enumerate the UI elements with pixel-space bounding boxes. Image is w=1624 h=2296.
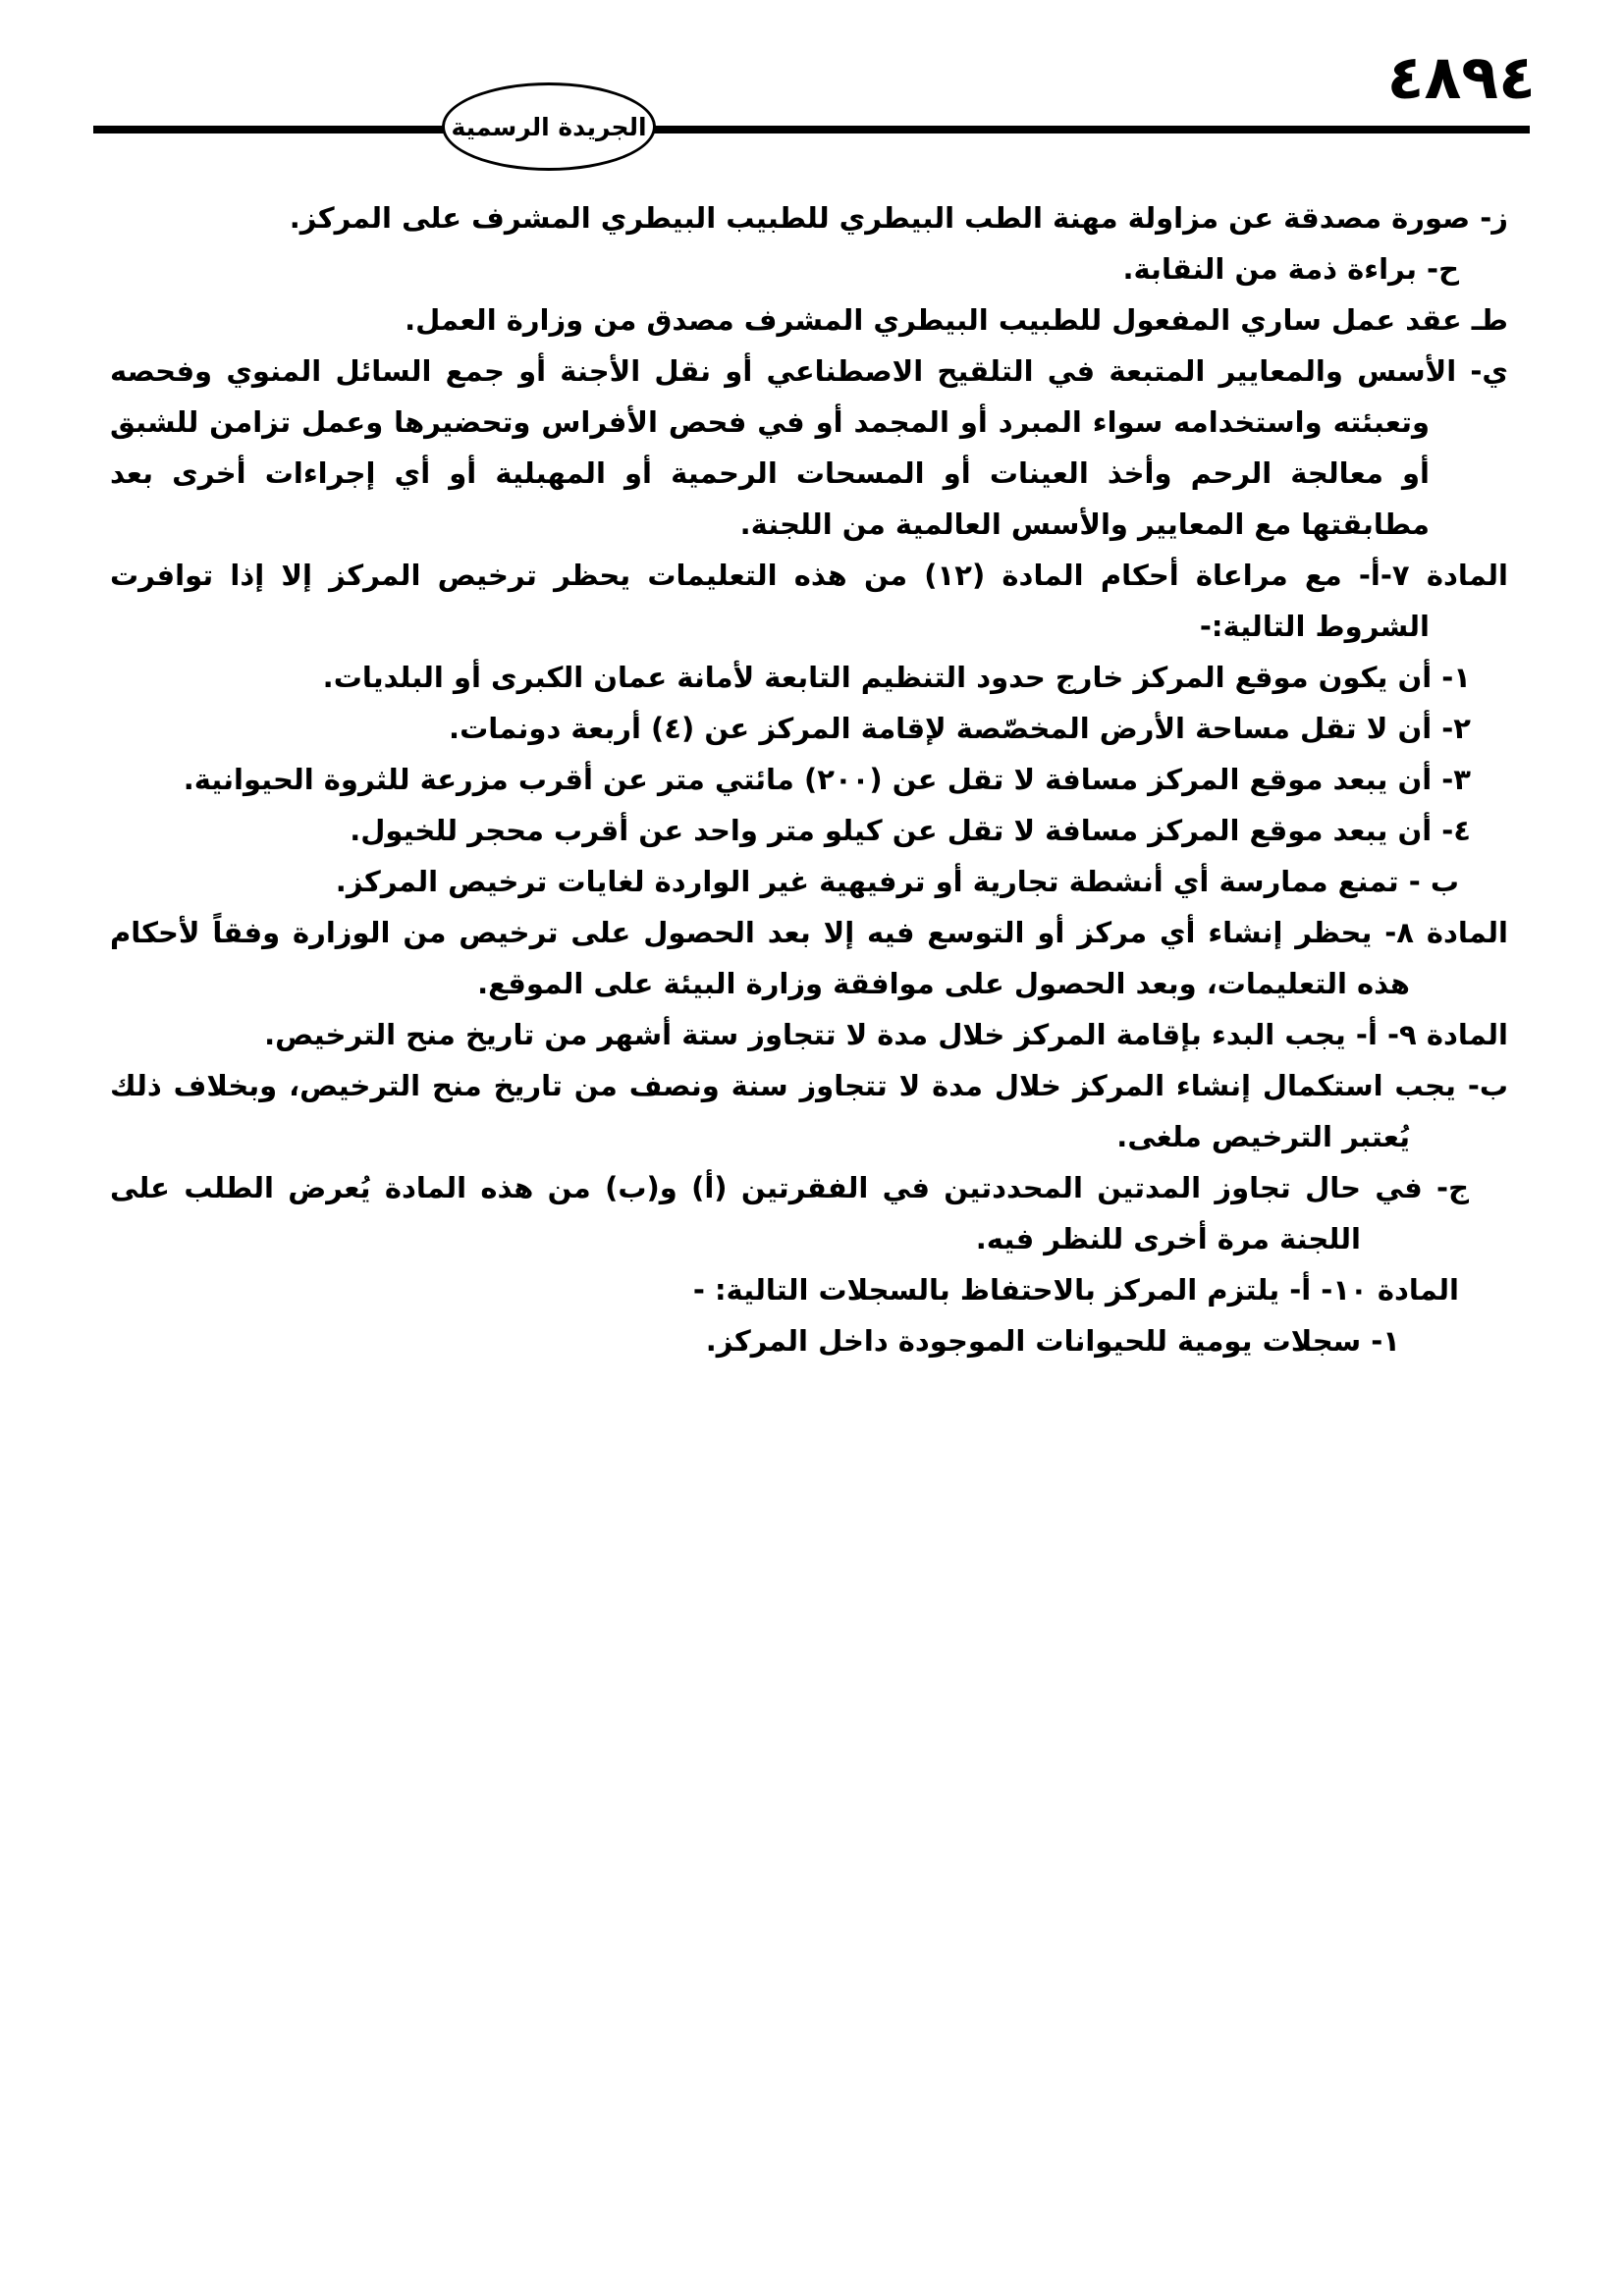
clause-ya: ي- الأسس والمعايير المتبعة في التلقيح الاصطناعي أو نقل الأجنة أو جمع السائل المنوي وفحصه وتعبئته واستخدامه سواء المبرد أو المجمد أو في فحص الأفراس وتحضيرها وعمل تزامن للشبق أو معالجة الرحم وأخذ العينات أو المسحات الرحمية أو المهبلية أو أي إجراءات أخرى بعد مطابقتها مع المعايير والأسس العالمية من اللجنة. (110, 354, 1508, 541)
article-8: المادة ٨- يحظر إنشاء أي مركز أو التوسع فيه إلا بعد الحصول على ترخيص من الوزارة وفقاً لأحكام هذه التعليمات، وبعد الحصول على موافقة وزارة البيئة على الموقع. (110, 916, 1509, 1000)
article-7-clause-b: ب - تمنع ممارسة أي أنشطة تجارية أو ترفيهية غير الواردة لغايات ترخيص المركز. (335, 865, 1459, 898)
article-9-j: ج- في حال تجاوز المدتين المحددتين في الفقرتين (أ) و(ب) من هذه المادة يُعرض الطلب على اللجنة مرة أخرى للنظر فيه. (110, 1171, 1469, 1255)
document-body (110, 192, 1508, 1366)
condition-2: ٢- أن لا تقل مساحة الأرض المخصّصة لإقامة المركز عن (٤) أربعة دونمات. (449, 712, 1471, 745)
record-item-1: ١- سجلات يومية للحيوانات الموجودة داخل المركز. (705, 1324, 1400, 1358)
condition-1: ١- أن يكون موقع المركز خارج حدود التنظيم التابعة لأمانة عمان الكبرى أو البلديات. (322, 661, 1471, 694)
condition-4: ٤- أن يبعد موقع المركز مسافة لا تقل عن كيلو متر واحد عن أقرب محجر للخيول. (350, 814, 1471, 847)
condition-3: ٣- أن يبعد موقع المركز مسافة لا تقل عن (٢٠٠) مائتي متر عن أقرب مزرعة للثروة الحيوانية. (183, 763, 1471, 796)
article-9-a: المادة ٩- أ- يجب البدء بإقامة المركز خلال مدة لا تتجاوز ستة أشهر من تاريخ منح الترخيص. (264, 1018, 1508, 1051)
article-9-b: ب- يجب استكمال إنشاء المركز خلال مدة لا تتجاوز سنة ونصف من تاريخ منح الترخيص، وبخلاف ذلك يُعتبر الترخيص ملغى. (110, 1069, 1508, 1153)
gazette-title-badge (442, 82, 656, 171)
header-rule (93, 126, 1530, 133)
article-10-a: المادة ١٠- أ- يلتزم المركز بالاحتفاظ بالسجلات التالية: - (692, 1273, 1459, 1307)
clause-z: ز- صورة مصدقة عن مزاولة مهنة الطب البيطري للطبيب البيطري المشرف على المركز. (289, 201, 1508, 235)
page-number: ٤٨٩٤ (1386, 41, 1536, 113)
article-7-intro: المادة ٧-أ- مع مراعاة أحكام المادة (١٢) من هذه التعليمات يحظر ترخيص المركز إلا إذا توافرت الشروط التالية:- (110, 559, 1509, 643)
gazette-title: الجريدة الرسمية (451, 112, 647, 141)
clause-tta: طـ عقد عمل ساري المفعول للطبيب البيطري المشرف مصدق من وزارة العمل. (405, 303, 1508, 337)
clause-hha: ح- براءة ذمة من النقابة. (1122, 252, 1459, 286)
